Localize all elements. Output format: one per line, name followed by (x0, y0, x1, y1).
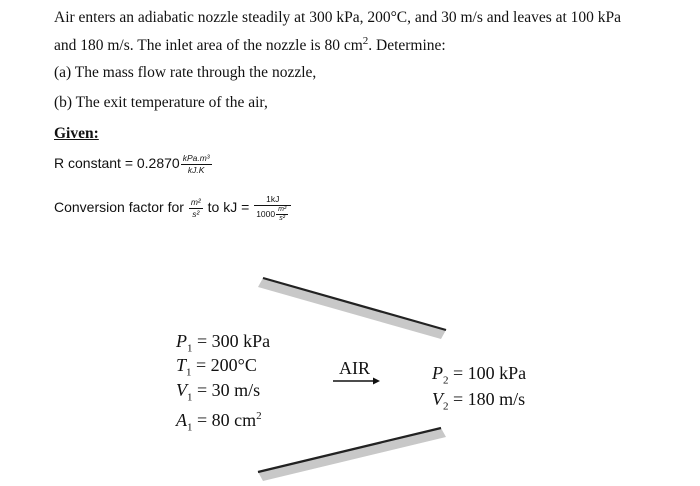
inlet-velocity-sub: 1 (187, 391, 193, 404)
outlet-velocity-symbol: V (432, 389, 443, 409)
outlet-velocity (432, 387, 525, 419)
inlet-temperature-sub: 1 (186, 366, 192, 379)
conversion-rhs-den-num: m² (278, 205, 287, 213)
problem-line-1: Air enters an adiabatic nozzle steadily at 300 kPa, 200°C, and 30 m/s and leaves at 100 kPa (54, 9, 622, 26)
outlet-pressure-value: = 100 kPa (453, 363, 527, 383)
upper-nozzle-wall (258, 278, 446, 339)
conversion-rhs-den-den: s² (279, 214, 286, 222)
conversion-to: to kJ = (207, 199, 250, 215)
outlet-pressure-sub: 2 (443, 374, 449, 387)
inlet-area-value: = 80 cm (197, 410, 257, 430)
part-b: (b) The exit temperature of the air, (54, 94, 268, 111)
problem-line-2-tail: . Determine: (368, 37, 446, 55)
inlet-pressure-sub: 1 (187, 342, 193, 355)
given-heading: Given: (54, 125, 99, 142)
inlet-area-symbol: A (176, 410, 187, 430)
conversion-unit-num: m² (190, 196, 201, 207)
problem-line-2-text: and 180 m/s. The inlet area of the nozzle is 80 cm (54, 37, 363, 55)
lower-nozzle-wall (258, 428, 446, 481)
inlet-area-sub: 1 (187, 421, 193, 434)
inlet-area (176, 404, 262, 440)
part-a: (a) The mass flow rate through the nozzle, (54, 64, 317, 81)
air-label: AIR (339, 358, 370, 378)
r-unit-numerator: kPa.m³ (182, 152, 210, 163)
r-constant-label: R constant = 0.2870 (54, 155, 180, 171)
conversion-label: Conversion factor for (54, 199, 184, 215)
r-unit-denominator: kJ.K (187, 164, 205, 175)
inlet-area-superscript: 2 (256, 410, 262, 422)
conversion-rhs-num: 1kJ (254, 194, 291, 206)
inlet-temperature-value: = 200°C (196, 355, 257, 375)
problem-line-2-superscript: 2 (362, 35, 369, 47)
inlet-pressure-symbol: P (176, 331, 187, 351)
inlet-velocity-value: = 30 m/s (197, 380, 261, 400)
conversion-rhs-den-prefix: 1000 (256, 208, 276, 219)
conversion-unit-den: s² (192, 208, 200, 219)
outlet-velocity-value: = 180 m/s (453, 389, 526, 409)
inlet-temperature-symbol: T (176, 355, 187, 375)
outlet-velocity-sub: 2 (443, 400, 449, 413)
inlet-pressure-value: = 300 kPa (197, 331, 271, 351)
inlet-velocity-symbol: V (176, 380, 187, 400)
outlet-pressure-symbol: P (432, 363, 443, 383)
